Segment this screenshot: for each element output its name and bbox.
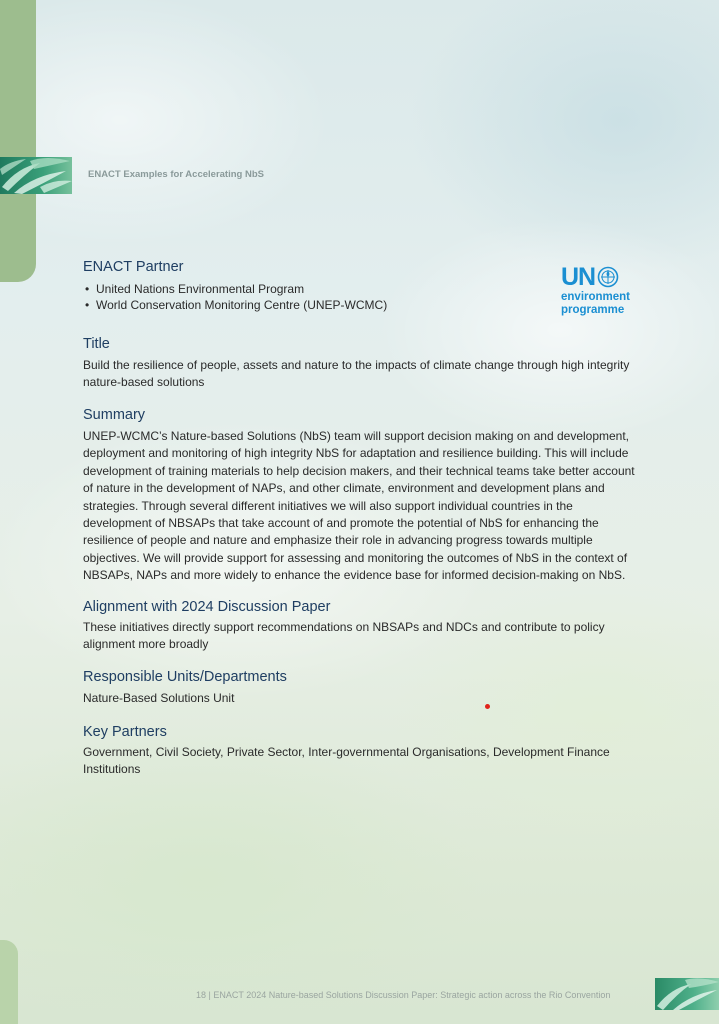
side-bar-bottom-decoration bbox=[0, 940, 18, 1024]
un-emblem-icon bbox=[597, 266, 619, 288]
page-footer: 18 | ENACT 2024 Nature-based Solutions Discussion Paper: Strategic action across the Rio Convention bbox=[196, 990, 611, 1000]
partner-heading: ENACT Partner bbox=[83, 259, 184, 275]
alignment-text: These initiatives directly support recommendations on NBSAPs and NDCs and contribute to policy alignment more broadly bbox=[83, 620, 605, 652]
un-environment-logo bbox=[561, 263, 641, 321]
red-dot-marker bbox=[485, 704, 490, 709]
list-item: • United Nations Environmental Program bbox=[85, 282, 305, 296]
summary-text: UNEP-WCMC’s Nature-based Solutions (NbS) team will support decision making on and development, deployment and monitoring of high integrity NbS for adaptation and resilience building. This will include development of training materials to help decision makers, and their technical teams take better account of nature in the development of NAPs, and other climate, environment and development plans and strategies. Through several different initiatives we will also support individual countries in the development of NBSAPs that take account of and promote the potential of NbS for enhancing the resilience of people and nature and emphasize their role in advancing progress towards multiple objectives. We will provide support for assessing and monitoring the outcomes of NbS in the context of NBSAPs, NAPs and more widely to enhance the evidence base for informed decision-making on NbS. bbox=[83, 429, 635, 583]
running-head: ENACT Examples for Accelerating NbS bbox=[88, 169, 264, 180]
key-partners-heading: Key Partners bbox=[83, 724, 167, 740]
units-heading: Responsible Units/Departments bbox=[83, 669, 287, 685]
key-partners-text: Government, Civil Society, Private Sector, Inter-governmental Organisations, Development Finance Institutions bbox=[83, 745, 610, 777]
units-text: Nature-Based Solutions Unit bbox=[83, 691, 235, 705]
summary-heading: Summary bbox=[83, 407, 146, 423]
list-item: • World Conservation Monitoring Centre (UNEP-WCMC) bbox=[85, 298, 388, 312]
bullet-glyph: • bbox=[85, 298, 90, 312]
logo-line-programme: programme bbox=[561, 304, 625, 316]
bullet-glyph: • bbox=[85, 282, 90, 296]
footer-leaf-icon bbox=[655, 978, 719, 1010]
side-bar-decoration bbox=[0, 0, 36, 282]
logo-un-text: UN bbox=[561, 263, 596, 291]
title-heading: Title bbox=[83, 336, 110, 352]
partner-list bbox=[83, 281, 387, 313]
alignment-heading: Alignment with 2024 Discussion Paper bbox=[83, 599, 331, 615]
leaf-tab-icon bbox=[0, 157, 72, 194]
title-text: Build the resilience of people, assets and nature to the impacts of climate change through high integrity nature-based solutions bbox=[83, 358, 630, 390]
logo-line-environment: environment bbox=[561, 291, 631, 303]
